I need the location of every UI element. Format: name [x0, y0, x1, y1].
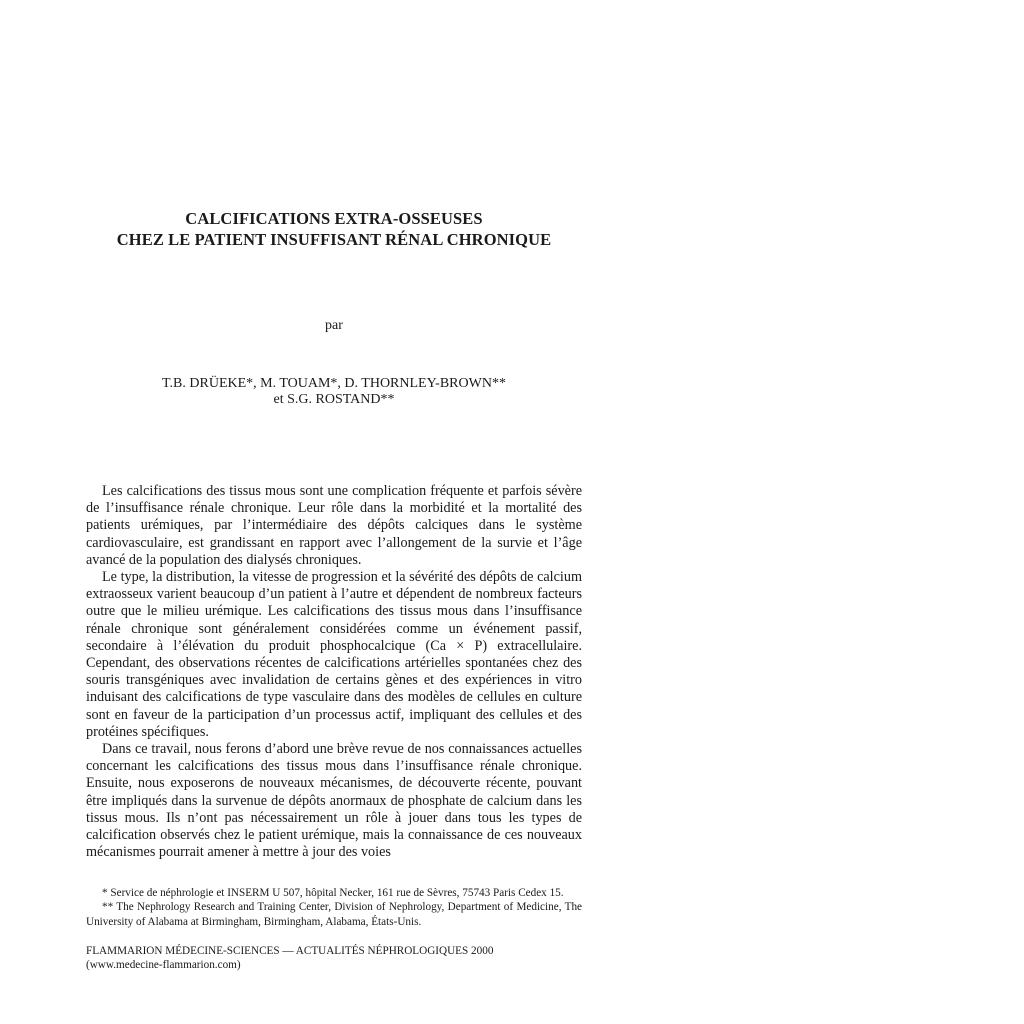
affiliation-footnotes	[86, 886, 582, 929]
author-list	[86, 376, 582, 408]
article-title	[86, 208, 582, 250]
publisher-website: (www.medecine-flammarion.com)	[86, 958, 241, 971]
by-label: par	[325, 318, 343, 333]
article-body	[86, 483, 582, 861]
author-line-1: T.B. DRÜEKE*, M. TOUAM*, D. THORNLEY-BROWN**	[162, 376, 506, 391]
body-paragraph-3: Dans ce travail, nous ferons d’abord une brève revue de nos connaissances actuelles concernant les calcifications des tissus mous dans l’insuffisance rénale chronique. Ensuite, nous exposerons de nouveaux mécanismes, de découverte récente, pouvant être impliqués dans la survenue de dépôts anormaux de phosphate de calcium dans les tissus mous. Ils n’ont pas nécessairement un rôle à jouer dans tous les types de calcification observés chez le patient urémique, mais la connaissance de ces nouveaux mécanismes pourrait amener à mettre à jour des voies	[86, 741, 582, 861]
publisher-name: FLAMMARION MÉDECINE-SCIENCES — ACTUALITÉS NÉPHROLOGIQUES	[86, 945, 469, 957]
publication-footer	[86, 945, 606, 972]
article-title-line-2: CHEZ LE PATIENT INSUFFISANT RÉNAL CHRONIQUE	[116, 230, 552, 249]
footnote-1: * Service de néphrologie et INSERM U 507, hôpital Necker, 161 rue de Sèvres, 75743 Paris Cedex 15.	[102, 887, 564, 899]
publication-year: 2000	[471, 945, 494, 957]
footnote-2: ** The Nephrology Research and Training Center, Division of Nephrology, Department of Medicine, The University of Alabama at Birmingham, Birmingham, Alabama, États-Unis.	[86, 901, 582, 928]
body-paragraph-2: Le type, la distribution, la vitesse de progression et la sévérité des dépôts de calcium extraosseux varient beaucoup d’un patient à l’autre et dépendent de nombreux facteurs outre que le milieu urémique. Les calcifications des tissus mous dans l’insuffisance rénale chronique sont généralement considérées comme un événement passif, secondaire à l’élévation du produit phosphocalcique (Ca × P) extracellulaire. Cependant, des observations récentes de calcifications artérielles spontanées chez des souris transgéniques avec invalidation de certains gènes et des expériences in vitro induisant des calcifications de type vasculaire dans des modèles de cellules en culture sont en faveur de la participation d’un processus actif, impliquant des cellules et des protéines spécifiques.	[86, 569, 582, 740]
publisher-line	[86, 945, 606, 959]
article-title-line-1: CALCIFICATIONS EXTRA-OSSEUSES	[185, 209, 483, 228]
author-line-2: et S.G. ROSTAND**	[273, 392, 395, 407]
body-paragraph-1: Les calcifications des tissus mous sont une complication fréquente et parfois sévère de l’insuffisance rénale chronique. Leur rôle dans la morbidité et la mortalité des patients urémiques, par l’intermédiaire des dépôts calciques dans le système cardiovasculaire, est grandissant en rapport avec l’allongement de la survie et l’âge avancé de la population des dialysés chroniques.	[86, 483, 582, 568]
